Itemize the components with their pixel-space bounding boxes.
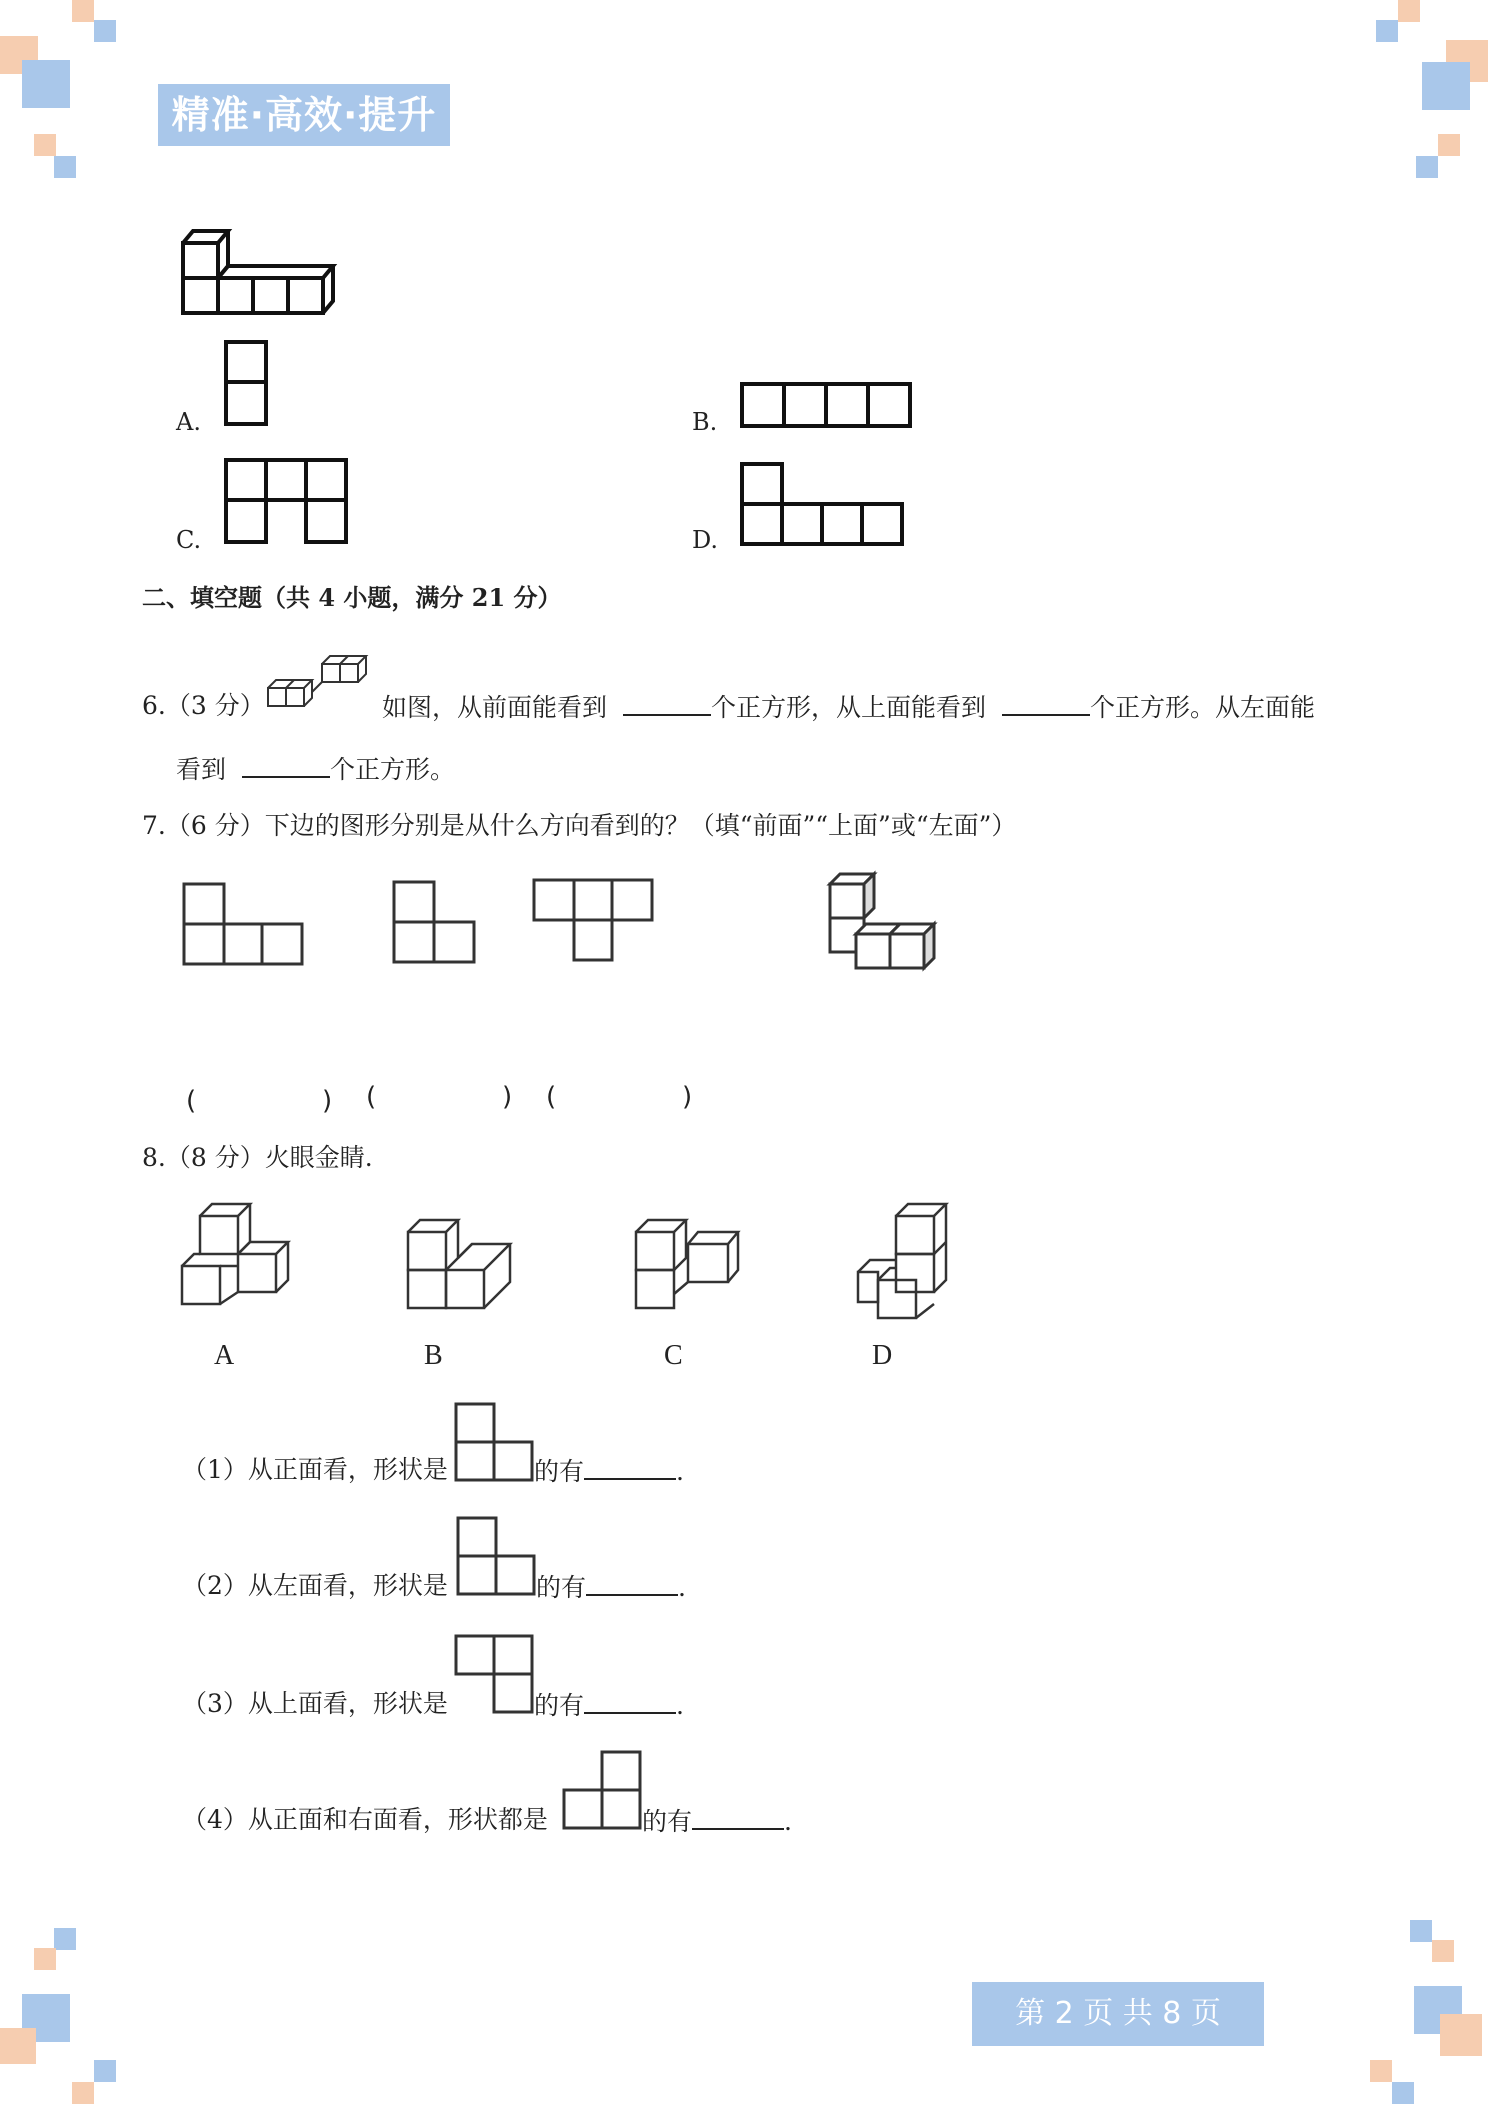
q6-text1: 如图，从前面能看到 (382, 693, 608, 722)
q7-view-1 (182, 880, 306, 966)
q7-paren-open-1: ( (186, 1086, 197, 1116)
q7-paren-open-2: ( (366, 1082, 377, 1112)
q8-s4-has: 的有 (642, 1807, 693, 1836)
q8-label-c: C (664, 1340, 683, 1371)
q8-label-b: B (424, 1340, 443, 1371)
q7-view-3 (532, 878, 656, 964)
q8-s3-has: 的有 (534, 1691, 585, 1720)
q8-s4-period: . (784, 1807, 792, 1836)
q8-s3-period: . (676, 1691, 684, 1720)
q8-s4-blank[interactable] (692, 1804, 784, 1830)
q8-s2-text: （2）从左面看，形状是 (182, 1571, 448, 1600)
option-b-figure (738, 380, 914, 430)
q8-s4-suffix (642, 1804, 792, 1838)
q8-s3-suffix (534, 1688, 684, 1722)
page-number-badge: 第 2 页 共 8 页 (972, 1982, 1264, 2046)
q8-s2-suffix (536, 1570, 686, 1604)
option-b-label: B. (692, 408, 718, 436)
q7-cube-figure (826, 870, 956, 974)
q7-number: 7.（6 分）下边的图形分别是从什么方向看到的？（填“前面”“上面”或“左面”） (142, 811, 1017, 840)
q8-s1-shape (452, 1400, 536, 1484)
q7-paren-open-3: ( (546, 1082, 557, 1112)
option-c-label: C. (176, 526, 202, 554)
q8-s2-shape (454, 1514, 538, 1598)
q6-text4: 看到 (176, 755, 227, 784)
q8-number: 8.（8 分）火眼金睛. (142, 1143, 373, 1172)
q6-number: 6.（3 分） (142, 691, 265, 720)
q6-text5: 个正方形。 (329, 755, 455, 784)
option-a-figure (222, 338, 268, 428)
q8-s1-suffix (534, 1454, 684, 1488)
q7-paren-close-3: ) (682, 1082, 693, 1112)
q6-text2: 个正方形，从上面能看到 (710, 693, 986, 722)
q6-cube-figure (266, 644, 378, 714)
section-title: 二、填空题（共 4 小题，满分 21 分） (142, 583, 562, 612)
q7-paren-close-1: ) (322, 1086, 333, 1116)
q8-s1-text: （1）从正面看，形状是 (182, 1455, 448, 1484)
q6-line1 (382, 690, 1315, 724)
q6-line2 (176, 752, 455, 786)
q8-label-d: D (872, 1340, 893, 1371)
q7-paren-close-2: ) (502, 1082, 513, 1112)
q8-s1-period: . (676, 1457, 684, 1486)
option-c-figure (222, 456, 350, 546)
q5-cube-figure (180, 226, 340, 318)
q8-s4-text: （4）从正面和右面看，形状都是 (182, 1805, 548, 1834)
q8-s3-text: （3）从上面看，形状是 (182, 1689, 448, 1718)
q8-figure-d (856, 1200, 976, 1324)
brand-banner: 精准·高效·提升 (158, 84, 450, 146)
q8-s3-shape (452, 1632, 536, 1716)
q6-text3: 个正方形。从左面能 (1089, 693, 1315, 722)
q6-blank-top[interactable] (1002, 690, 1090, 716)
q8-s2-has: 的有 (536, 1573, 587, 1602)
q8-s1-has: 的有 (534, 1457, 585, 1486)
q7-view-2 (392, 880, 478, 966)
q8-figure-a (180, 1200, 300, 1320)
q8-figure-b (404, 1214, 524, 1318)
q8-s4-shape (560, 1748, 644, 1832)
q6-blank-front[interactable] (623, 690, 711, 716)
q6-blank-left[interactable] (242, 752, 330, 778)
q8-figure-c (632, 1214, 752, 1318)
q8-s3-blank[interactable] (584, 1688, 676, 1714)
q8-s1-blank[interactable] (584, 1454, 676, 1480)
q8-s2-period: . (678, 1573, 686, 1602)
option-a-label: A. (176, 408, 201, 436)
option-d-label: D. (692, 526, 719, 554)
q8-label-a: A (214, 1340, 235, 1371)
q8-s2-blank[interactable] (586, 1570, 678, 1596)
option-d-figure (738, 460, 908, 548)
